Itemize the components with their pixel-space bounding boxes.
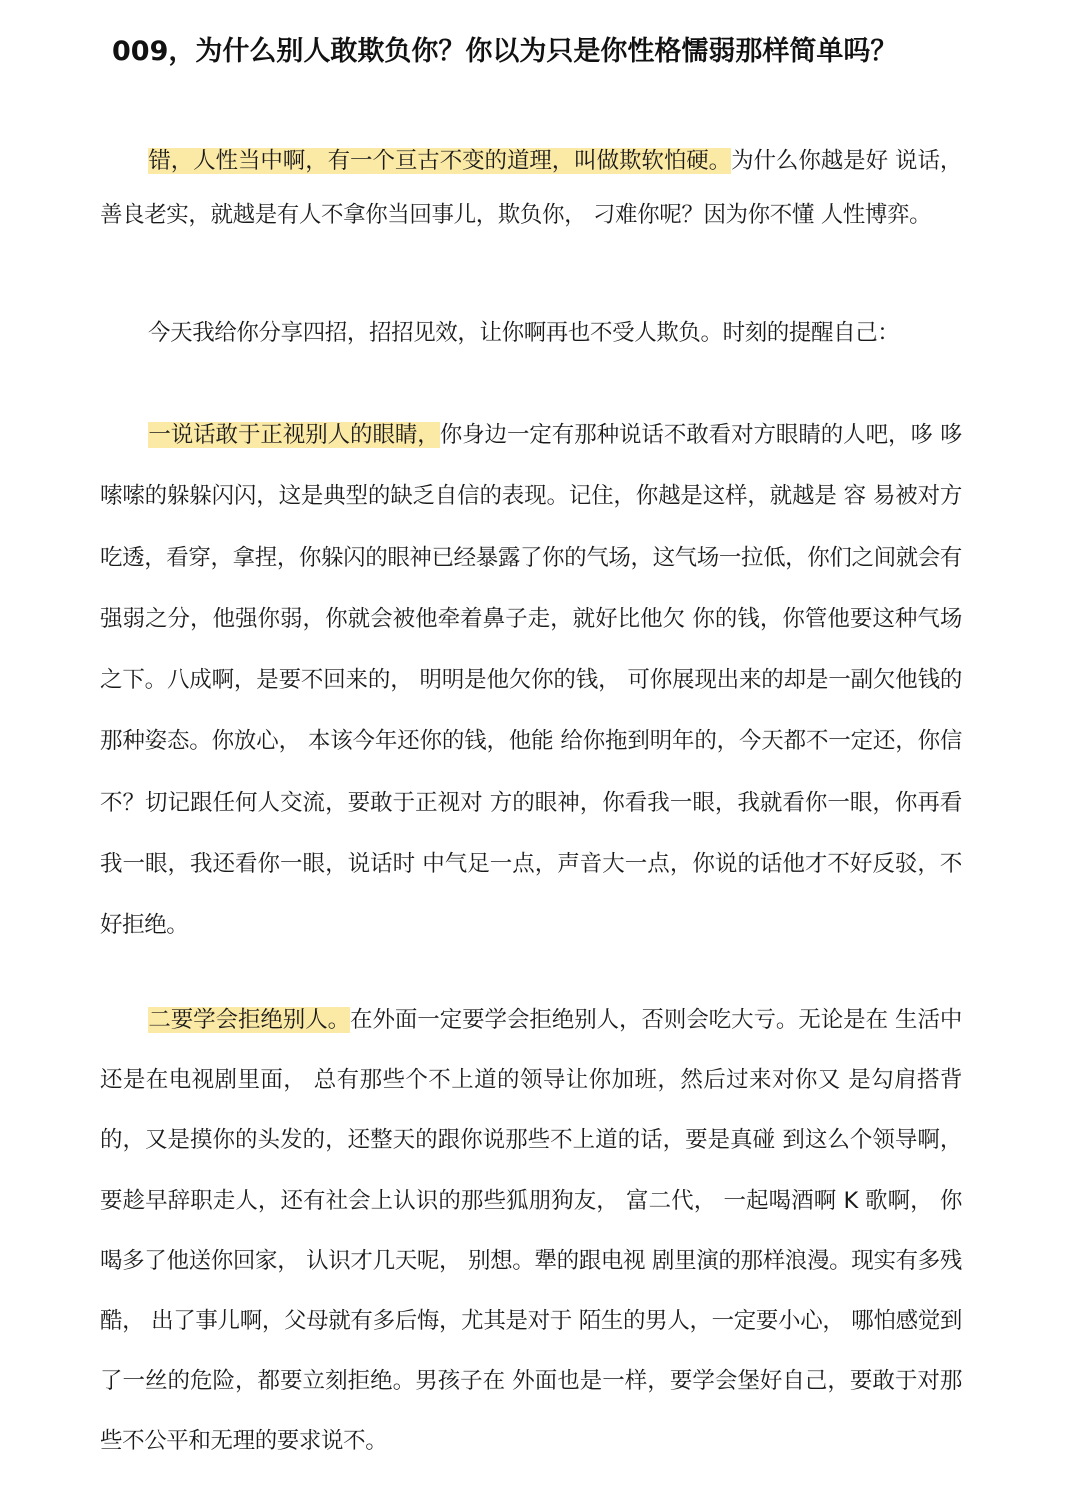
highlighted-phrase: 错，人性当中啊，有一个亘古不变的道理，叫做欺软怕硬。 — [148, 148, 732, 174]
paragraph-intro — [100, 134, 962, 242]
paragraph-tip-one — [100, 405, 962, 957]
paragraph-summary — [100, 306, 962, 360]
paragraph-text: 今天我给你分享四招，招招见效，让你啊再也不受人欺负。时刻的提醒自己： — [148, 320, 900, 346]
paragraph-tip-two — [100, 990, 962, 1472]
page-title: 009，为什么别人敢欺负你？你以为只是你性格懦弱那样简单吗？ — [112, 36, 898, 67]
highlighted-phrase: 一说话敢于正视别人的眼睛， — [148, 422, 440, 448]
highlighted-phrase: 二要学会拒绝别人。 — [148, 1007, 351, 1033]
paragraph-text: 为什么你越是好 说话，善良老实，就越是有人不拿你当回事儿，欺负你， 刁难你呢？因为你不懂 人性博弈。 — [100, 148, 962, 228]
paragraph-text: 在外面一定要学会拒绝别人，否则会吃大亏。无论是在 生活中还是在电视剧里面， 总有那些个不上道的领导让你加班，然后过来对你又 是勾肩搭背的，又是摸你的头发的，还整天的跟你说那些不上道的话，要是真碰 到这么个领导啊，要趁早辞职走人，还有社会上认识的那些狐朋狗友， 富二代， 一起喝酒啊 K 歌啊， 你喝多了他送你回家， 认识才几天呢， 别想。犟的跟电视 剧里演的那样浪漫。现实有多残酷， 出了事儿啊，父母就有多后悔，尤其是对于 陌生的男人，一定要小心， 哪怕感觉到了一丝的危险，都要立刻拒绝。男孩子在 外面也是一样，要学会堡好自己，要敢于对那些不公平和无理的要求说不。 — [100, 1007, 962, 1455]
paragraph-text: 你身边一定有那种说话不敢看对方眼睛的人吧，哆 哆嗦嗦的躲躲闪闪，这是典型的缺乏自信的表现。记住，你越是这样，就越是 容 易被对方吃透，看穿，拿捏，你躲闪的眼神已经暴露了你的气场，这气场一拉低，你们之间就会有强弱之分，他强你弱，你就会被他牵着鼻子走，就好比他欠 你的钱，你管他要这种气场之下。八成啊，是要不回来的， 明明是他欠你的钱， 可你展现出来的却是一副欠他钱的那种姿态。你放心， 本该今年还你的钱，他能 给你拖到明年的，今天都不一定还，你信不？切记跟任何人交流，要敢于正视对 方的眼神，你看我一眼，我就看你一眼，你再看我一眼，我还看你一眼，说话时 中气足一点，声音大一点，你说的话他才不好反驳，不好拒绝。 — [100, 422, 962, 939]
